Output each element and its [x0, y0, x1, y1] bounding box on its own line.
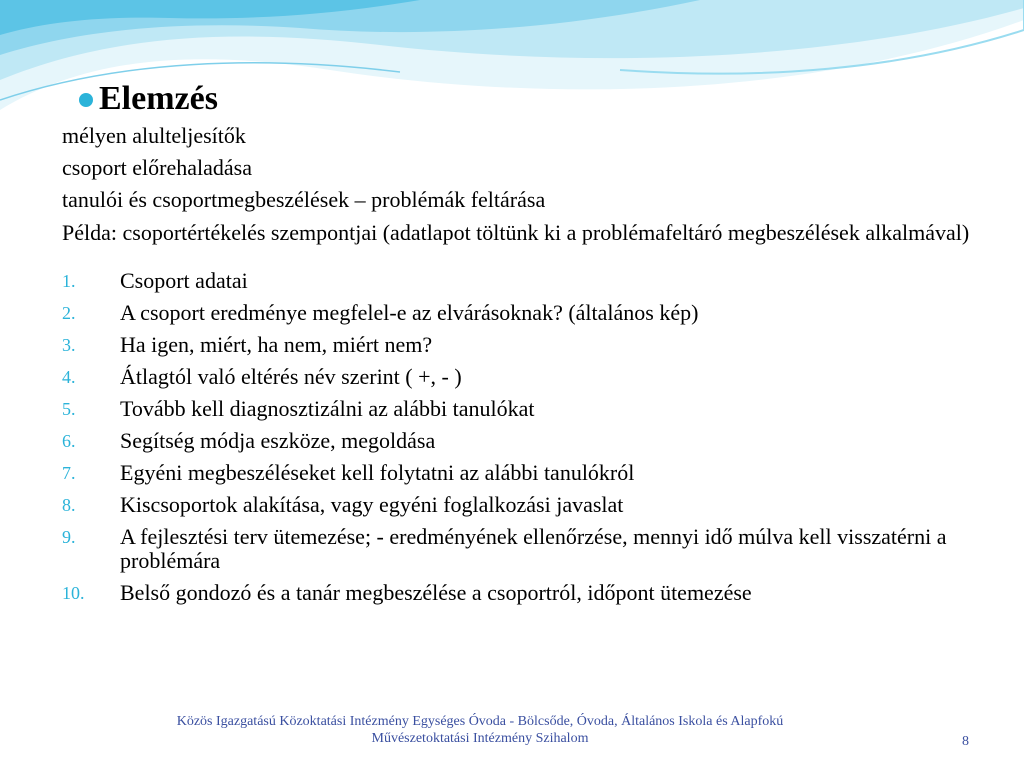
- list-text: Segítség módja eszköze, megoldása: [120, 428, 436, 453]
- list-text: Tovább kell diagnosztizálni az alábbi tanulókat: [120, 396, 535, 421]
- slide-heading: [62, 80, 982, 118]
- list-item: [62, 265, 982, 297]
- list-item: [62, 329, 982, 361]
- text-line: tanulói és csoportmegbeszélések – problémák feltárása: [62, 187, 546, 212]
- numbered-list: [62, 265, 982, 609]
- footer-line: Művészetoktatási Intézmény Szihalom: [371, 731, 589, 746]
- list-text: Kiscsoportok alakítása, vagy egyéni foglalkozási javaslat: [120, 492, 624, 517]
- list-item: [62, 297, 982, 329]
- list-number: 9.: [62, 527, 76, 547]
- list-number: 3.: [62, 335, 76, 355]
- list-number: 6.: [62, 431, 76, 451]
- list-item: [62, 489, 982, 521]
- list-text: Ha igen, miért, ha nem, miért nem?: [120, 332, 433, 357]
- slide-content: [62, 80, 982, 609]
- list-text: A fejlesztési terv ütemezése; - eredményének ellenőrzése, mennyi idő múlva kell visszatérni a problémára: [120, 524, 947, 573]
- list-number: 1.: [62, 271, 76, 291]
- text-line: Példa: csoportértékelés szempontjai (adatlapot töltünk ki a problémafeltáró megbeszélések alkalmával): [62, 220, 970, 245]
- list-item: [62, 361, 982, 393]
- list-text: Egyéni megbeszéléseket kell folytatni az alábbi tanulókról: [120, 460, 635, 485]
- list-text: Belső gondozó és a tanár megbeszélése a csoportról, időpont ütemezése: [120, 580, 752, 605]
- text-line: mélyen alulteljesítők: [62, 123, 246, 148]
- heading-text: Elemzés: [99, 80, 218, 117]
- list-item: [62, 393, 982, 425]
- list-number: 7.: [62, 463, 76, 483]
- list-text: Csoport adatai: [120, 268, 248, 293]
- footer-line: Közös Igazgatású Közoktatási Intézmény Egységes Óvoda - Bölcsőde, Óvoda, Általános Iskola és Alapfokú: [176, 714, 784, 729]
- list-item: [62, 577, 982, 609]
- bullet-icon: [79, 93, 93, 107]
- list-item: [62, 525, 982, 573]
- page-number: 8: [962, 734, 969, 749]
- list-number: 5.: [62, 399, 76, 419]
- slide-footer: [0, 713, 960, 747]
- list-item: [62, 457, 982, 489]
- text-line: csoport előrehaladása: [62, 155, 252, 180]
- list-number: 2.: [62, 303, 76, 323]
- list-item: [62, 425, 982, 457]
- list-number: 4.: [62, 367, 76, 387]
- list-number: 10.: [62, 583, 85, 603]
- list-text: Átlagtól való eltérés név szerint ( +, - ): [120, 364, 462, 389]
- list-text: A csoport eredménye megfelel-e az elvárásoknak? (általános kép): [120, 300, 699, 325]
- list-number: 8.: [62, 495, 76, 515]
